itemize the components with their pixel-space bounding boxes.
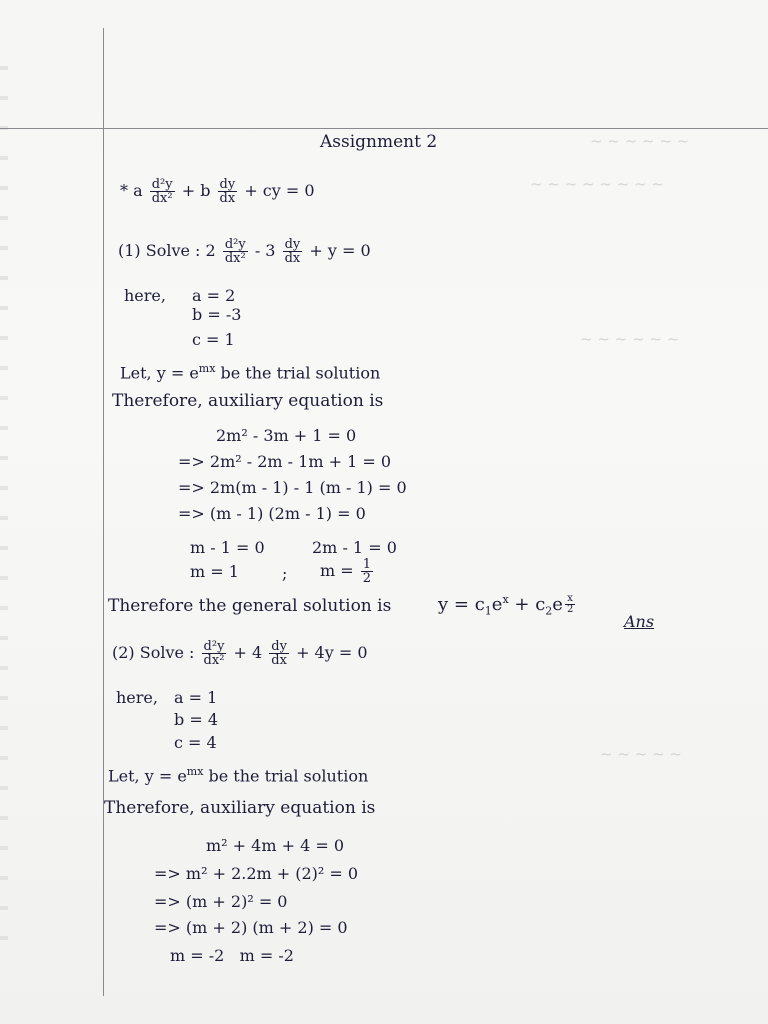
margin-line xyxy=(103,28,104,996)
problem1-heading: (1) Solve : xyxy=(118,241,201,260)
problem2-a-value: a = 1 xyxy=(174,688,218,707)
problem1-step3: => 2m(m - 1) - 1 (m - 1) = 0 xyxy=(178,478,407,497)
trial-tail: be the trial solution xyxy=(203,766,369,786)
subscript: 2 xyxy=(545,604,553,618)
coefficient-b: + b xyxy=(181,181,211,200)
fraction-numerator: dy xyxy=(284,237,301,252)
fraction-denominator: 2 xyxy=(362,571,372,586)
bleed-through-mark: ~ ~ ~ ~ ~ xyxy=(600,745,682,763)
exponent-fraction xyxy=(565,594,575,615)
trial-tail: be the trial solution xyxy=(215,363,381,383)
coefficient: 2 xyxy=(205,241,216,260)
problem2-step3: => (m + 2)² = 0 xyxy=(154,892,288,911)
fraction-numerator: x xyxy=(567,593,573,604)
second-derivative-fraction xyxy=(150,178,175,205)
fraction-denominator: dx² xyxy=(224,251,246,266)
second-derivative-fraction xyxy=(223,238,248,265)
problem2-statement xyxy=(112,640,368,667)
root2-fraction xyxy=(361,558,373,585)
equation-tail: + 4y = 0 xyxy=(296,643,368,662)
fraction-numerator: d²y xyxy=(224,237,246,252)
fraction-numerator: d²y xyxy=(203,639,225,654)
bleed-through-mark: ~ ~ ~ ~ ~ ~ xyxy=(590,132,690,150)
second-derivative-fraction xyxy=(202,640,227,667)
problem1-general-solution-text: Therefore the general solution is xyxy=(108,596,392,616)
coefficient: - 3 xyxy=(254,241,276,260)
problem2-roots: m = -2 m = -2 xyxy=(170,946,294,965)
problem2-aux-heading: Therefore, auxiliary equation is xyxy=(104,798,376,818)
problem1-c-value: c = 1 xyxy=(192,330,235,349)
problem1-a-value: a = 2 xyxy=(192,286,236,305)
fraction-numerator: d²y xyxy=(151,177,173,192)
assignment-title: Assignment 2 xyxy=(320,132,438,152)
header-line xyxy=(0,128,768,129)
problem2-here-label: here, xyxy=(116,688,158,707)
trial-exponent: mx xyxy=(186,765,204,778)
problem1-step4: => (m - 1) (2m - 1) = 0 xyxy=(178,504,366,523)
bullet-mark: * xyxy=(120,181,128,200)
problem1-statement xyxy=(118,238,371,265)
exp-base: e xyxy=(552,594,563,615)
problem2-step2: => m² + 2.2m + (2)² = 0 xyxy=(154,864,359,883)
trial-text: Let, y = e xyxy=(108,766,187,786)
fraction-denominator: dx² xyxy=(203,653,225,668)
fraction-denominator: dx² xyxy=(151,191,173,206)
subscript: 1 xyxy=(484,604,492,618)
problem1-here-label: here, xyxy=(124,286,166,305)
problem1-root1: m = 1 xyxy=(190,562,239,581)
problem1-step2: => 2m² - 2m - 1m + 1 = 0 xyxy=(178,452,392,471)
first-derivative-fraction xyxy=(269,640,289,667)
problem1-root2 xyxy=(320,558,375,585)
bleed-through-mark: ~ ~ ~ ~ ~ ~ xyxy=(580,330,680,348)
answer-label: Ans xyxy=(624,612,655,631)
problem1-b-value: b = -3 xyxy=(192,305,242,324)
problem1-root-eq2: 2m - 1 = 0 xyxy=(312,538,397,557)
equation-tail: + y = 0 xyxy=(309,241,371,260)
trial-exponent: mx xyxy=(198,362,216,375)
fraction-numerator: dy xyxy=(271,639,287,654)
bleed-through-mark: ~ ~ ~ ~ ~ ~ ~ ~ xyxy=(530,175,664,193)
answer-plus: + c xyxy=(514,594,546,615)
fraction-denominator: dx xyxy=(219,191,236,206)
problem1-trial-line xyxy=(120,363,380,381)
problem1-step1: 2m² - 3m + 1 = 0 xyxy=(216,426,357,445)
problem2-b-value: b = 4 xyxy=(174,710,218,729)
problem1-general-solution xyxy=(438,594,577,617)
root2-prefix: m = xyxy=(320,561,354,580)
root-separator: ; xyxy=(282,564,288,583)
fraction-denominator: dx xyxy=(271,653,287,668)
fraction-denominator: 2 xyxy=(566,604,574,615)
fraction-denominator: dx xyxy=(284,251,301,266)
problem2-step1: m² + 4m + 4 = 0 xyxy=(206,836,345,855)
coefficient-a: a xyxy=(133,181,143,200)
problem2-step4: => (m + 2) (m + 2) = 0 xyxy=(154,918,348,937)
problem1-aux-heading: Therefore, auxiliary equation is xyxy=(112,391,384,411)
exponent: x xyxy=(502,593,509,606)
problem2-trial-line xyxy=(108,766,368,784)
fraction-numerator: dy xyxy=(219,177,236,192)
first-derivative-fraction xyxy=(218,178,238,205)
fraction-numerator: 1 xyxy=(362,557,372,572)
coefficient: + 4 xyxy=(233,643,263,662)
equation-tail: + cy = 0 xyxy=(244,181,315,200)
exp-base: e xyxy=(491,594,503,615)
first-derivative-fraction xyxy=(283,238,303,265)
binding-edge xyxy=(0,40,8,940)
general-form-equation xyxy=(120,178,315,205)
problem2-c-value: c = 4 xyxy=(174,733,217,752)
problem2-heading: (2) Solve : xyxy=(112,643,195,662)
trial-text: Let, y = e xyxy=(120,363,199,383)
answer-lhs: y = c xyxy=(438,594,485,615)
problem1-root-eq1: m - 1 = 0 xyxy=(190,538,265,557)
